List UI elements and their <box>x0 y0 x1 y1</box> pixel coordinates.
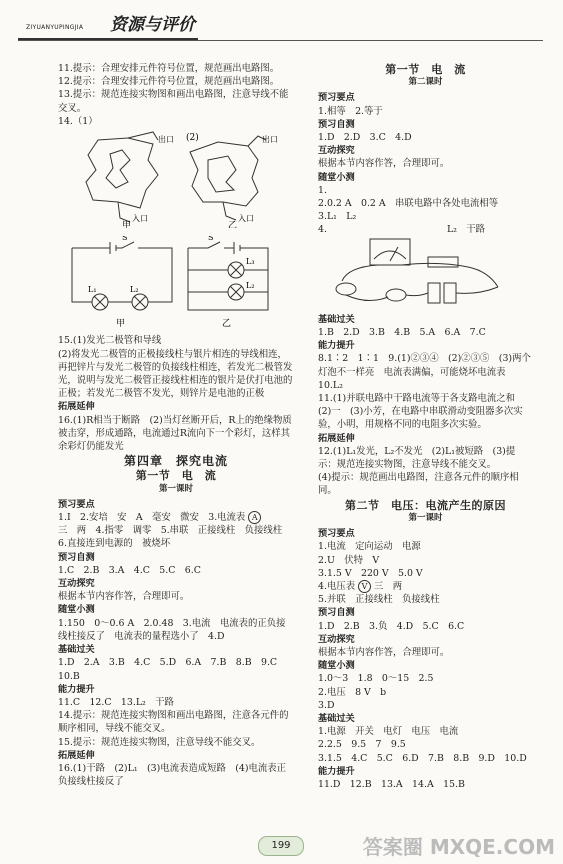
suitang-1-right: 1. <box>318 184 327 196</box>
yuxi-line-2: 三 两 4.指零 调零 5.串联 正接线柱 负接线柱 6.直接连到电源的 被烧坏 <box>58 525 292 550</box>
jichu2-1: 1.电源 开关 电灯 电压 电流 <box>318 726 459 738</box>
heading-hudong2-right: 互动探究 <box>318 633 355 645</box>
lesson-title-right: 第二课时 <box>408 77 443 88</box>
zice-answers-left: 1.C 2.B 3.A 4.C 5.C 6.C <box>58 564 201 576</box>
header-title: 资源与评价 <box>110 15 195 35</box>
yuxi2-5: 5.并联 正接线柱 负接线柱 <box>318 594 440 606</box>
answer-12: 12.提示：合理安排元件符号位置，规范画出电路图。 <box>58 76 280 88</box>
hudong-text-right: 根据本节内容作答，合理即可。 <box>318 158 450 170</box>
watermark: 答案圈 MXQE.COM <box>362 835 555 859</box>
page-number: 199 <box>258 836 304 856</box>
heading-zice2-right: 预习自测 <box>318 607 355 619</box>
label-jia-2: 甲 <box>116 319 126 329</box>
heading-nengli2-right: 能力提升 <box>318 765 355 777</box>
section2-title-right: 第二节 电压：电流产生的原因 <box>345 498 506 512</box>
heading-tuozhan: 拓展延伸 <box>58 401 95 413</box>
exit-label-yi: 出口 <box>262 135 278 145</box>
lesson-title-left: 第一课时 <box>158 483 193 494</box>
yuxi-line-1 <box>58 511 294 524</box>
lamp-middle <box>386 289 406 301</box>
jichu-text-left: 1.D 2.A 3.B 4.C 5.D 6.A 7.B 8.B 9.C 10.B <box>58 657 287 682</box>
answer-13: 13.提示：规范连接实物图和画出电路图，注意导线不能交叉。 <box>58 89 289 114</box>
nengli-1-right: 8.1∶2 1∶1 9.(1)②③④ (2)②③⑤ (3)两个灯泡不一样亮 电流表满偏，可能烧坏电流表 10.L₂ <box>318 353 531 391</box>
heading-hudong-right: 互动探究 <box>318 145 355 157</box>
ammeter-needle <box>390 247 398 261</box>
heading-yuxi-left: 预习要点 <box>58 498 95 510</box>
wires-bottom <box>346 287 498 301</box>
lamp-l2-label-jia: L₂ <box>130 285 139 295</box>
right-column <box>318 62 533 791</box>
entry-label-jia: 入口 <box>132 214 148 224</box>
ammeter-body <box>370 239 410 265</box>
chapter-title: 第四章 探究电流 <box>123 454 228 469</box>
heading-zice-left: 预习自测 <box>58 551 95 563</box>
lamp-left <box>336 283 356 295</box>
header-pinyin: ZIYUANYUPINGJIA <box>26 24 84 31</box>
yuxi2-4 <box>318 580 533 593</box>
answer-14: 14.（1） <box>58 115 98 127</box>
entry-label-yi: 入口 <box>238 214 254 224</box>
battery-2 <box>444 283 456 303</box>
yuxi-text-1: 1.I 2.安培 安 A 毫安 微安 3.电流表 <box>58 512 246 524</box>
voltmeter-symbol-icon: V <box>358 580 371 593</box>
answer-15a: 15.(1)发光二极管和导线 <box>58 335 162 347</box>
section-title-right: 第一节 电 流 <box>385 63 466 76</box>
switch-label-jia: S <box>122 236 128 243</box>
header-rule <box>18 40 543 41</box>
heading-jichu2-right: 基础过关 <box>318 712 355 724</box>
answer-15b: (2)将发光二极管的正极接线柱与银片相连的导线相连，再把锌片与发光二极管的负接线柱相连，若发光二极管发光，说明与发光二极管正接线柱相连的银片是伏打电池的正极；若发光二极管不发光，则锌片是电池的正极 <box>58 348 293 400</box>
suitang-2-right: 2.0.2 A 0.2 A 串联电路中各处电流相等 <box>318 198 499 210</box>
yuxi2-3: 3.1.5 V 220 V 5.0 V <box>318 567 423 579</box>
nengli2-1: 11.D 12.B 13.A 14.A 15.B <box>318 778 465 790</box>
suitang-4-num: 4. <box>318 224 327 236</box>
circuit-yi <box>188 242 268 310</box>
section-title-left: 第一节 电 流 <box>135 469 217 483</box>
label-yi-1: 乙 <box>228 221 238 229</box>
figure-yi <box>190 136 266 220</box>
yuxi2-4a: 4.电压表 <box>318 580 356 592</box>
heading-jichu-right: 基础过关 <box>318 313 355 325</box>
heading-hudong-left: 互动探究 <box>58 578 95 590</box>
label-p2: (2) <box>186 133 199 144</box>
zice-text-right: 1.D 2.D 3.C 4.D <box>318 132 412 144</box>
suitang-4-tail: L₂ 干路 <box>446 224 486 236</box>
wire-entry-yi <box>223 202 236 220</box>
maze-inner-yi <box>208 156 236 192</box>
label-yi-2: 乙 <box>222 319 232 329</box>
maze-inner-jia <box>106 150 130 188</box>
heading-suitang-left: 随堂小测 <box>58 604 95 616</box>
jichu2-3: 3.1.5 4.C 5.C 6.D 7.B 8.B 9.D 10.D <box>318 752 527 764</box>
heading-yuxi-right: 预习要点 <box>318 92 355 104</box>
nengli-2-right: 11.(1)并联电路中干路电流等于各支路电流之和 (2)一 (3)小芳，在电路中串联滑动变阻器多次实验，小明，用规格不同的电阻多次实验。 <box>318 393 525 431</box>
heading-nengli-left: 能力提升 <box>58 683 95 695</box>
wiring-figure <box>58 130 294 228</box>
lesson2-title-right: 第一课时 <box>408 512 443 523</box>
nengli-line-1-left: 11.C 12.C 13.L₂ 干路 <box>58 696 174 708</box>
circuit-jia <box>72 242 172 310</box>
yuxi2-4b: 三 两 <box>374 580 403 592</box>
heading-jichu-left: 基础过关 <box>58 644 95 656</box>
heading-suitang2-right: 随堂小测 <box>318 660 355 672</box>
lamp-l1-label-jia: L₁ <box>88 285 97 295</box>
suitang2-2: 2.电压 8 V b <box>318 686 387 698</box>
lamp-l3-label-yi: L₃ <box>246 257 255 267</box>
suitang2-1: 1.0～3 1.8 0～15 2.5 <box>318 673 434 685</box>
heading-tuozhan-right: 拓展延伸 <box>318 432 355 444</box>
answer-11: 11.提示：合理安排元件符号位置，规范画出电路图。 <box>58 63 280 74</box>
hudong2-text: 根据本节内容作答，合理即可。 <box>318 646 450 658</box>
left-column <box>58 62 294 788</box>
zice2-text: 1.D 2.B 3.负 4.D 5.C 6.C <box>318 620 465 632</box>
switch-label-yi: S <box>208 236 214 243</box>
battery-1 <box>428 283 440 303</box>
heading-tuozhan2-left: 拓展延伸 <box>58 749 95 761</box>
ammeter-apparatus-figure <box>318 237 533 309</box>
suitang-4-right <box>318 223 533 236</box>
tuozhan-1-right: 12.(1)L₁发光，L₂不发光 (2)L₁被短路 (3)提示：规范连接实物图，注意导线不能交叉。 <box>318 445 516 471</box>
yuxi-text-right: 1.相等 2.等于 <box>318 105 383 117</box>
nengli-line-2-left: 14.提示：规范连接实物图和画出电路图，注意各元件的顺序相同，导线不能交叉。 <box>58 710 289 735</box>
tuozhan-text-left: 16.(1)干路 (2)L₁ (3)电流表造成短路 (4)电流表正负接线柱接反了 <box>58 762 287 788</box>
ammeter-symbol-icon: A <box>248 511 261 524</box>
heading-nengli-right: 能力提升 <box>318 340 355 352</box>
switch-base <box>428 257 458 267</box>
jichu-text-right: 1.B 2.D 3.B 4.B 5.A 6.A 7.C <box>318 327 486 339</box>
answer-16: 16.(1)R相当于断路 (2)当灯丝断开后，R上的绝缘物质被击穿，形成通路，电流通过R流向下一个彩灯，这样其余彩灯仍能发光 <box>58 414 292 453</box>
hudong-text-left: 根据本节内容作答，合理即可。 <box>58 591 190 603</box>
suitang-text-left: 1.150 0～0.6 A 2.0.48 3.电流 电流表的正负接线柱接反了 电流表的量程选小了 4.D <box>58 617 286 642</box>
wires-top <box>342 263 498 287</box>
exit-label-jia: 出口 <box>158 135 174 145</box>
suitang2-3: 3.D <box>318 699 335 711</box>
maze-outline-yi <box>190 142 258 206</box>
heading-suitang-right: 随堂小测 <box>318 171 355 183</box>
heading-yuxi2-right: 预习要点 <box>318 528 355 540</box>
yuxi2-1: 1.电流 定向运动 电源 <box>318 541 421 553</box>
page-header <box>18 4 538 44</box>
label-jia-1: 甲 <box>122 221 132 229</box>
circuit-figure <box>58 236 294 328</box>
suitang-3-right: 3.L₁ L₂ <box>318 211 357 223</box>
nengli-line-3-left: 15.提示：规范连接实物图，注意导线不能交叉。 <box>58 736 261 748</box>
tuozhan-2-right: (4)提示：规范画出电路图，注意各元件的顺序相同。 <box>318 472 519 497</box>
yuxi2-2: 2.U 伏特 V <box>318 554 380 566</box>
jichu2-2: 2.2.5 9.5 7 9.5 <box>318 739 406 751</box>
figure-jia <box>86 132 158 222</box>
ammeter-dial <box>374 251 406 259</box>
lamp-l2-label-yi: L₂ <box>246 281 255 291</box>
heading-zice-right: 预习自测 <box>318 118 355 130</box>
